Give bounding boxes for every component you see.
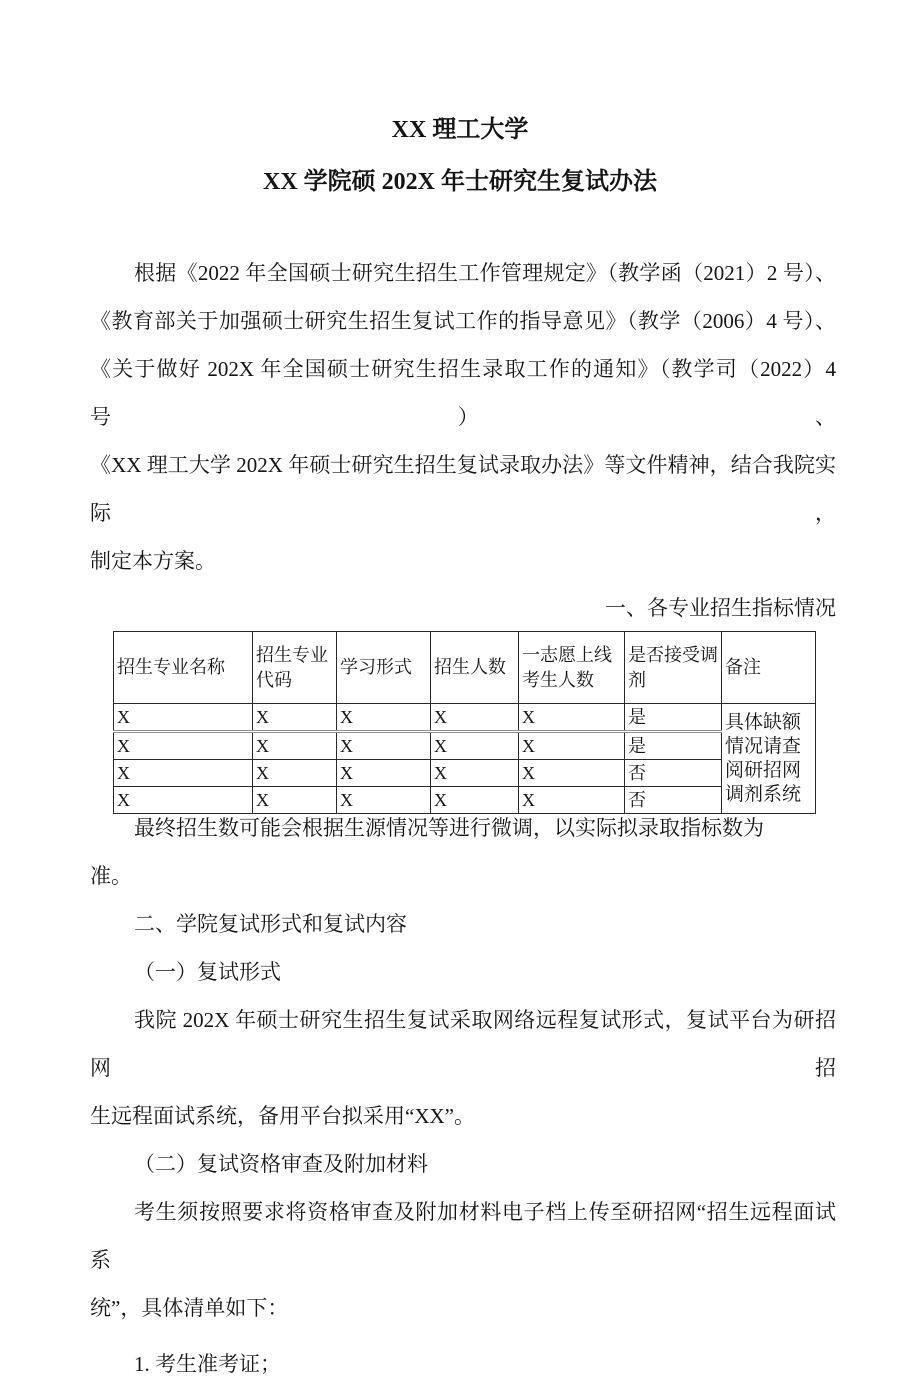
accept-transfer-cell: 是 [625,732,722,760]
admission-quota-table [113,631,816,814]
table-cell: X [253,732,337,760]
table-cell: X [114,760,253,787]
sub2-para-line-1: 考生须按照要求将资格审查及附加材料电子档上传至研招网“招生远程面试系 [90,1200,836,1272]
header-study-form: 学习形式 [337,632,431,704]
table-cell: X [253,704,337,732]
doc-body [90,249,836,1388]
table-cell: X [337,704,431,732]
accept-transfer-cell: 是 [625,704,722,732]
sub2-para-line-2: 统”，具体清单如下： [90,1296,289,1320]
checklist-item-1: 1. 考生准考证； [134,1352,281,1376]
intro-line-5: 制定本方案。 [90,549,216,573]
section2-sub1-heading: （一）复试形式 [134,960,281,984]
sub1-para-line-1: 我院 202X 年硕士研究生招生复试采取网络远程复试形式，复试平台为研招网招 [90,1008,836,1080]
table-cell: X [431,787,519,814]
table-note-line-1: 最终招生数可能会根据生源情况等进行微调，以实际拟录取指标数为 [134,816,764,840]
table-cell: X [519,787,625,814]
table-cell: X [253,787,337,814]
table-cell: X [519,704,625,732]
header-major-code: 招生专业代码 [253,632,337,704]
header-remark: 备注 [722,632,816,704]
table-row [114,732,816,760]
table-cell: X [253,760,337,787]
section1-heading: 一、各专业招生指标情况 [605,596,836,620]
intro-line-1: 根据《2022 年全国硕士研究生招生工作管理规定》（教学函（2021）2 号）、 [134,261,836,285]
table-row [114,760,816,787]
intro-line-3: 《关于做好 202X 年全国硕士研究生招生录取工作的通知》（教学司（2022）4 号）、 [90,357,836,429]
table-cell: X [431,760,519,787]
header-enroll-count: 招生人数 [431,632,519,704]
table-row [114,704,816,732]
table-cell: X [431,704,519,732]
intro-line-4: 《XX 理工大学 202X 年硕士研究生招生复试录取办法》等文件精神，结合我院实际， [90,453,836,525]
doc-subtitle: XX 学院硕 202X 年士研究生复试办法 [263,169,657,195]
table-cell: X [114,732,253,760]
table-cell: X [431,732,519,760]
table-note-line-2: 准。 [90,864,132,888]
intro-line-2: 《教育部关于加强硕士研究生招生复试工作的指导意见》（教学（2006）4 号）、 [90,309,836,333]
header-first-choice-count: 一志愿上线考生人数 [519,632,625,704]
table-cell: X [337,787,431,814]
header-accept-transfer: 是否接受调剂 [625,632,722,704]
table-cell: X [337,732,431,760]
accept-transfer-cell: 否 [625,787,722,814]
table-cell: X [114,787,253,814]
header-major-name: 招生专业名称 [114,632,253,704]
table-cell: X [519,732,625,760]
doc-title: XX 理工大学 [391,117,529,143]
table-cell: X [114,704,253,732]
section2-heading: 二、学院复试形式和复试内容 [134,912,407,936]
section2-sub2-heading: （二）复试资格审查及附加材料 [134,1152,428,1176]
remark-cell: 具体缺额情况请查阅研招网调剂系统 [722,704,816,814]
table-header-row [114,632,816,704]
table-cell: X [519,760,625,787]
sub1-para-line-2: 生远程面试系统，备用平台拟采用“XX”。 [90,1104,475,1128]
table-cell: X [337,760,431,787]
accept-transfer-cell: 否 [625,760,722,787]
